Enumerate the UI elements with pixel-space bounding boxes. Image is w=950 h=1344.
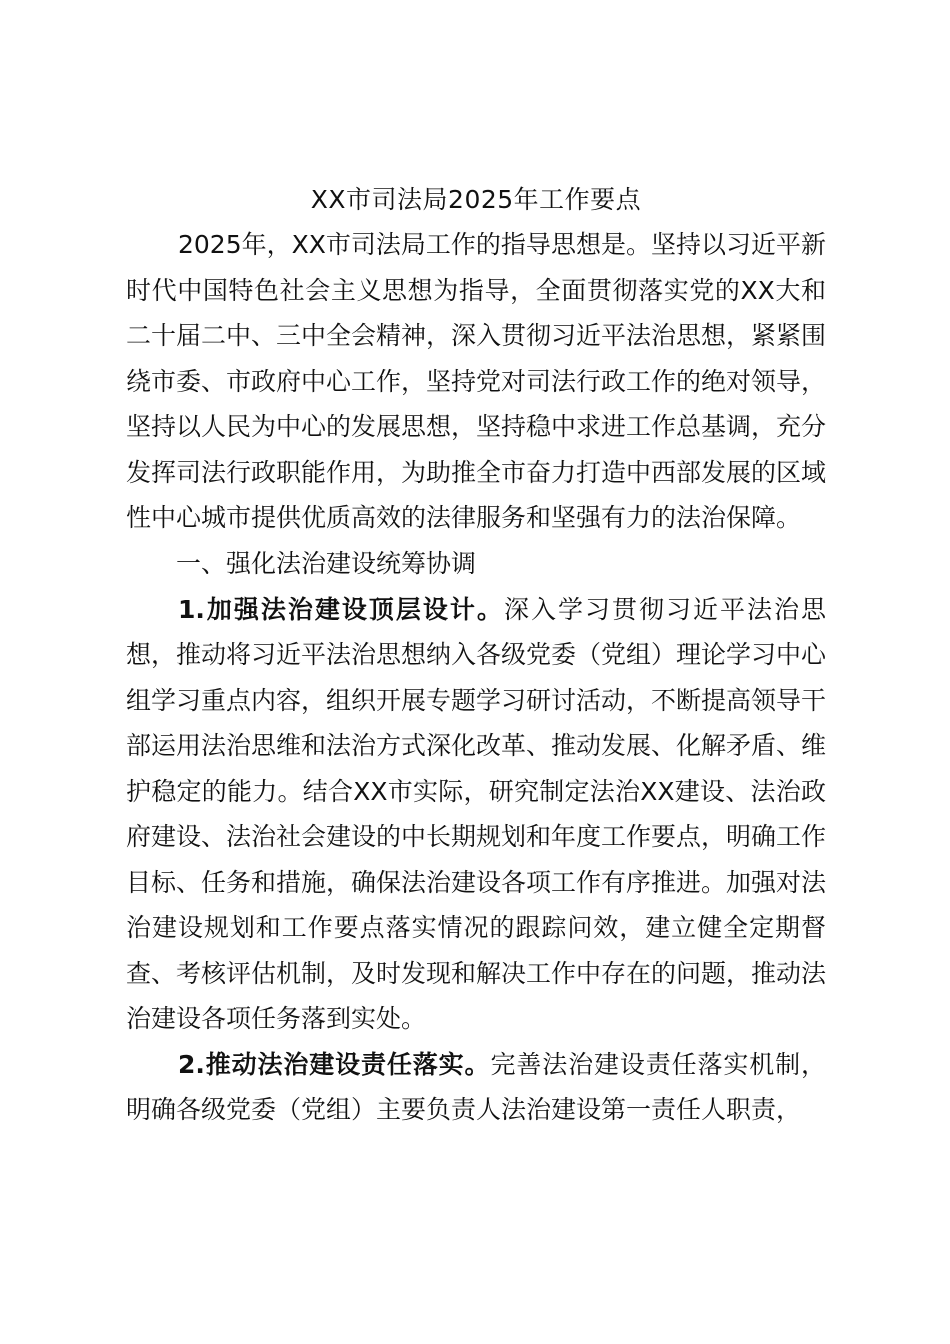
item-2-body: 完善法治建设责任落实机制，明确各级党委（党组）主要负责人法治建设第一责任人职责，: [126, 1049, 826, 1124]
document-body: [126, 178, 826, 1133]
item-1-body: 深入学习贯彻习近平法治思想，推动将习近平法治思想纳入各级党委（党组）理论学习中心组学习重点内容，组织开展专题学习研讨活动，不断提高领导干部运用法治思维和法治方式深化改革、推动发展、化解矛盾、维护稳定的能力。结合XX市实际，研究制定法治XX建设、法治政府建设、法治社会建设的中长期规划和年度工作要点，明确工作目标、任务和措施，确保法治建设各项工作有序推进。加强对法治建设规划和工作要点落实情况的跟踪问效，建立健全定期督查、考核评估机制，及时发现和解决工作中存在的问题，推动法治建设各项任务落到实处。: [126, 594, 827, 1033]
item-1-paragraph: [126, 587, 826, 1042]
intro-paragraph: 2025年，XX市司法局工作的指导思想是。坚持以习近平新时代中国特色社会主义思想为指导，全面贯彻落实党的XX大和二十届二中、三中全会精神，深入贯彻习近平法治思想，紧紧围绕市委、市政府中心工作，坚持党对司法行政工作的绝对领导，坚持以人民为中心的发展思想，坚持稳中求进工作总基调，充分发挥司法行政职能作用，为助推全市奋力打造中西部发展的区域性中心城市提供优质高效的法律服务和坚强有力的法治保障。: [126, 230, 827, 532]
document-title: XX市司法局2025年工作要点: [310, 185, 642, 214]
section-heading: 一、强化法治建设统筹协调: [176, 548, 477, 578]
item-1-lead: 1.加强法治建设顶层设计。: [178, 594, 504, 624]
item-2-lead: 2.推动法治建设责任落实。: [178, 1049, 491, 1079]
item-2-paragraph: [126, 1042, 826, 1133]
